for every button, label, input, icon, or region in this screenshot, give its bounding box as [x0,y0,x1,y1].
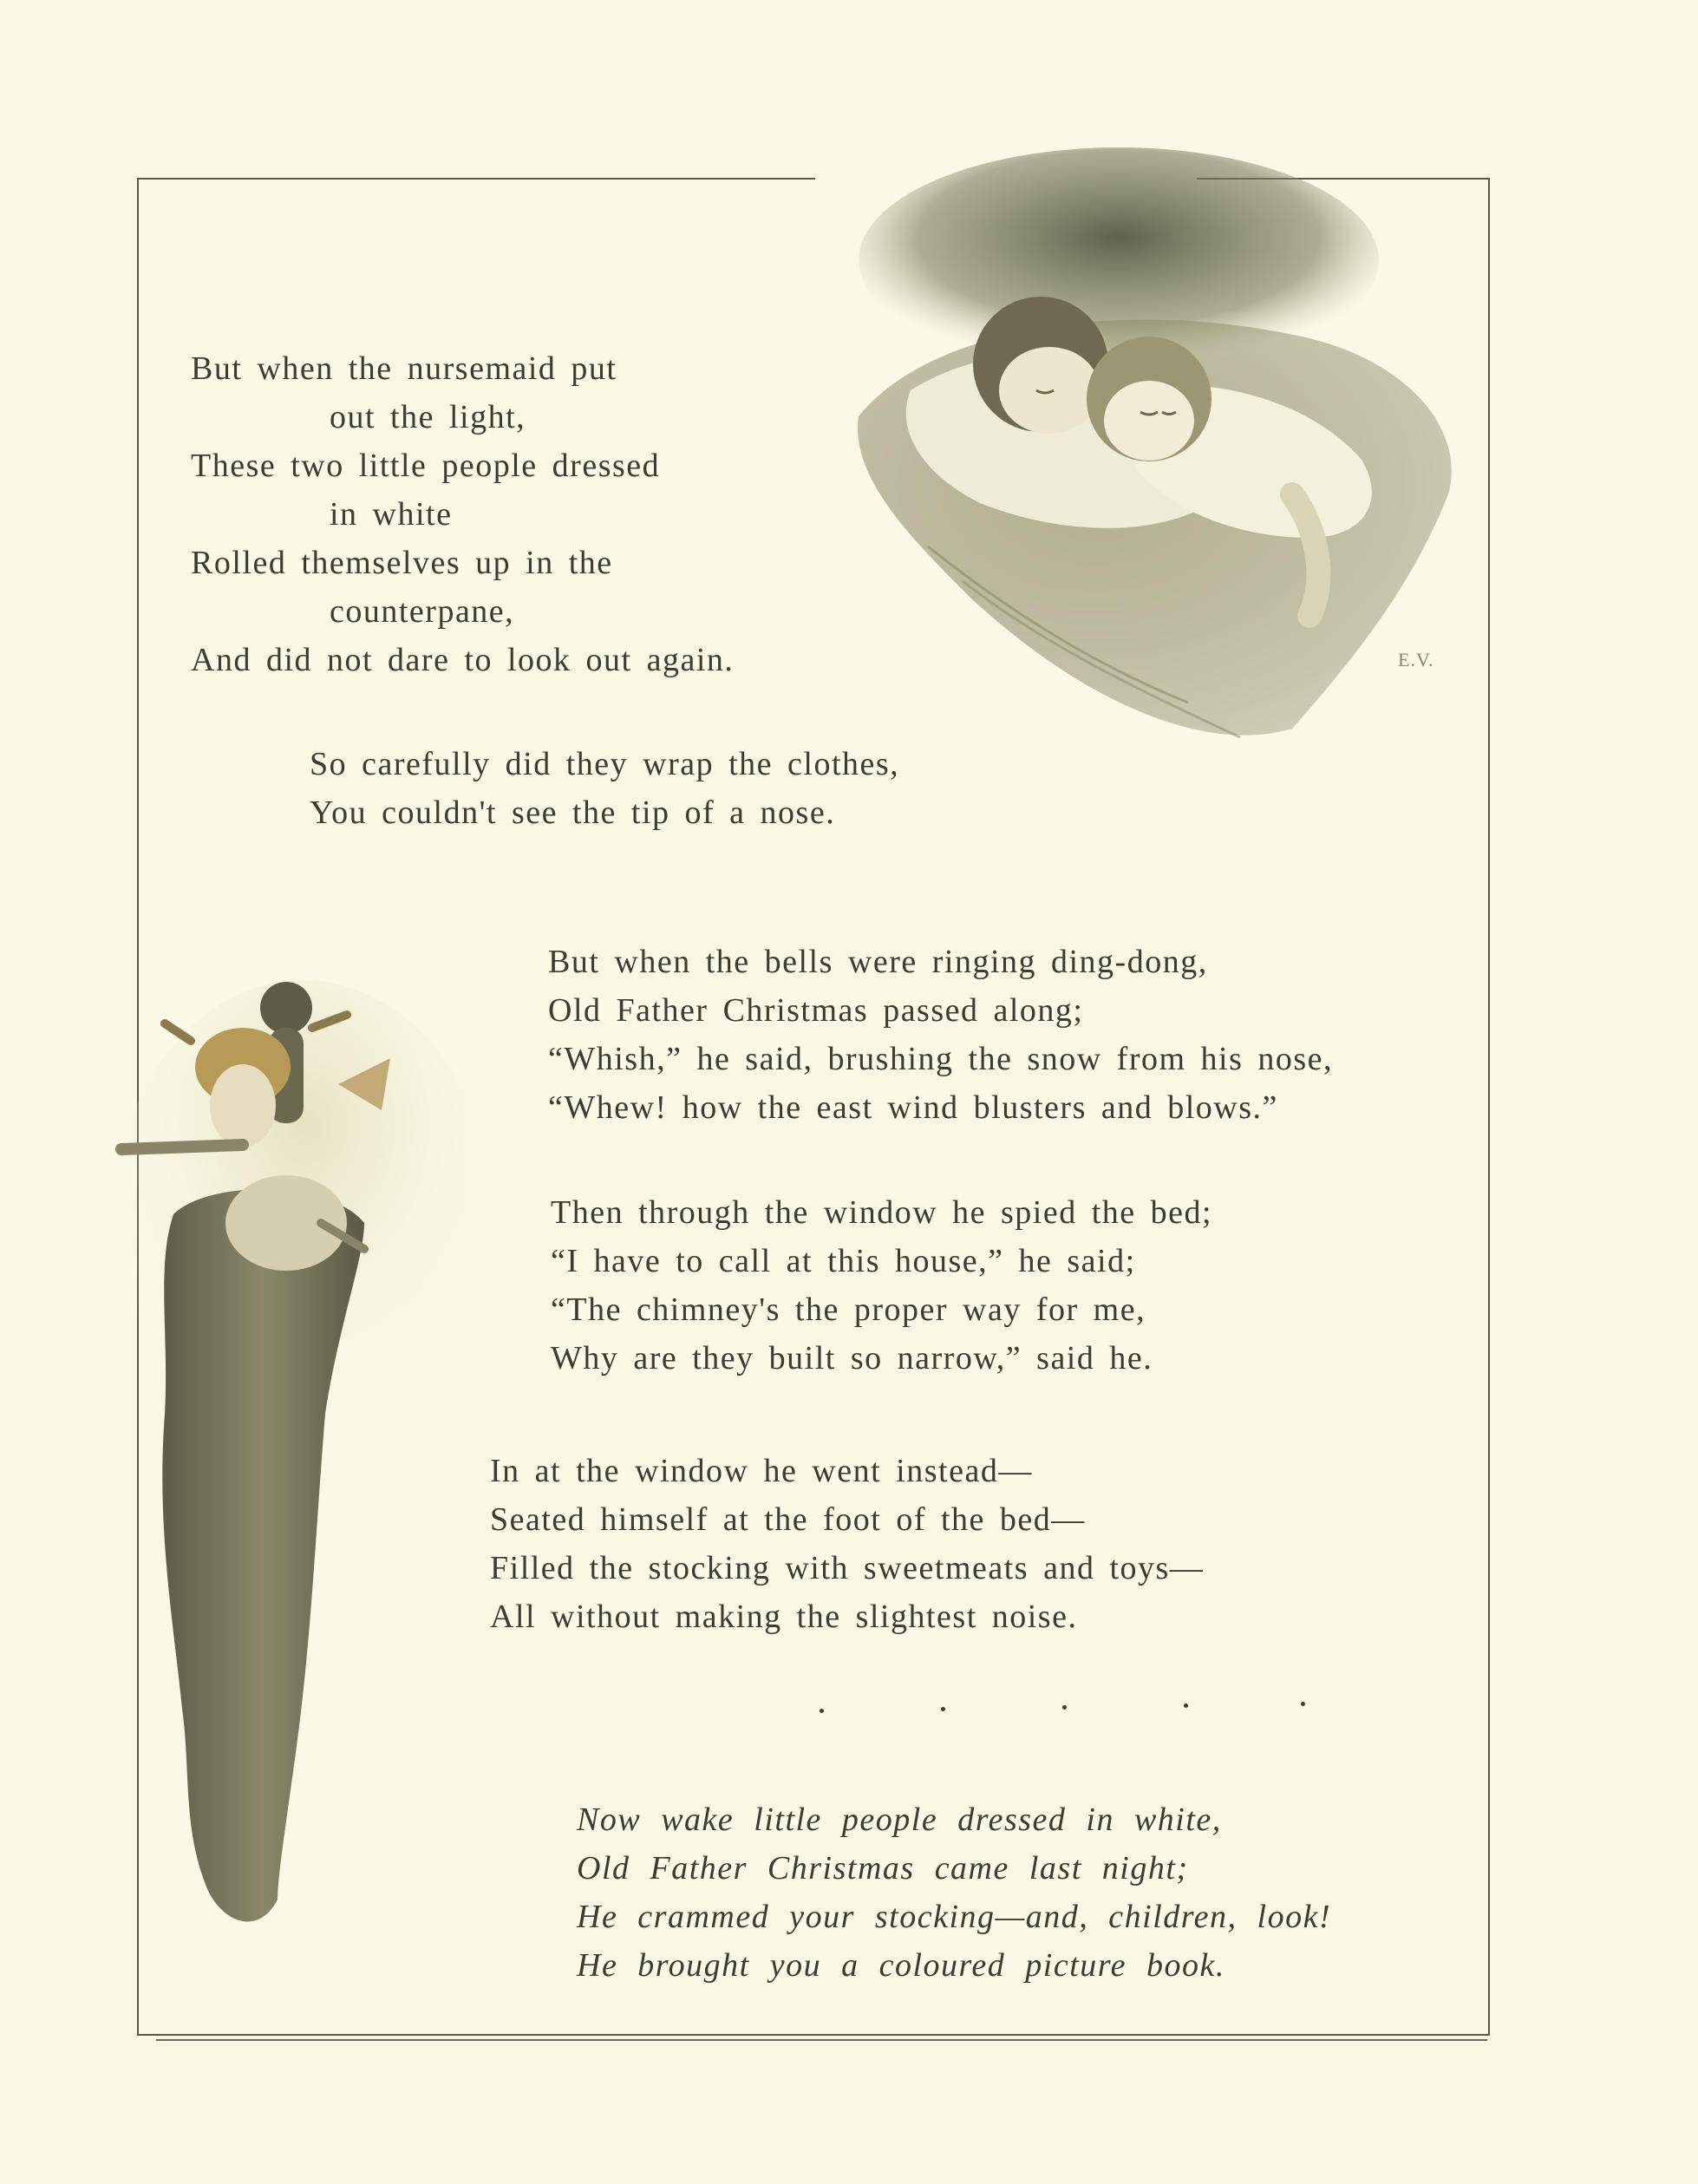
verse-line: But when the bells were ringing ding-dong, [548,944,1208,980]
stanza-4 [551,1188,1212,1383]
verse-line: “Whew! how the east wind blusters and blows.” [548,1089,1278,1126]
verse-line: Then through the window he spied the bed; [551,1194,1213,1231]
verse-line: And did not dare to look out again. [191,642,735,678]
verse-line: “The chimney's the proper way for me, [551,1291,1146,1328]
verse-line: Rolled themselves up in the [191,545,613,581]
stanza-1 [191,344,734,684]
verse-line: He crammed your stocking—and, children, look! [577,1899,1332,1935]
stanza-5 [490,1447,1204,1641]
verse-line: Old Father Christmas came last night; [577,1850,1189,1886]
verse-line: All without making the slightest noise. [490,1599,1078,1635]
verse-line: So carefully did they wrap the clothes, [310,746,900,782]
verse-line: Why are they built so narrow,” said he. [551,1340,1153,1376]
verse-line: But when the nursemaid put [191,350,617,387]
verse-line: You couldn't see the tip of a nose. [310,794,836,831]
verse-line: Now wake little people dressed in white, [577,1801,1222,1838]
verse-line: Seated himself at the foot of the bed— [490,1501,1086,1538]
verse-line: in white [330,496,453,533]
artist-monogram: E.V. [1398,649,1434,670]
stanza-6 [577,1795,1331,1990]
stanza-2 [310,740,899,837]
verse-line: “Whish,” he said, brushing the snow from his nose, [548,1041,1334,1077]
verse-line: Old Father Christmas passed along; [548,992,1084,1029]
verse-line: Filled the stocking with sweetmeats and toys— [490,1550,1205,1586]
verse-line: out the light, [330,399,526,435]
verse-line: “I have to call at this house,” he said; [551,1243,1136,1279]
verse-line: These two little people dressed [191,448,661,484]
bottom-rule [156,2039,1487,2041]
stanza-3 [548,938,1333,1132]
christmas-stocking-illustration [104,963,468,1934]
section-break-dots [798,1700,1318,1717]
verse-line: counterpane, [330,593,515,630]
sleeping-children-illustration [754,130,1474,815]
verse-line: In at the window he went instead— [490,1453,1033,1489]
verse-line: He brought you a coloured picture book. [577,1947,1225,1984]
